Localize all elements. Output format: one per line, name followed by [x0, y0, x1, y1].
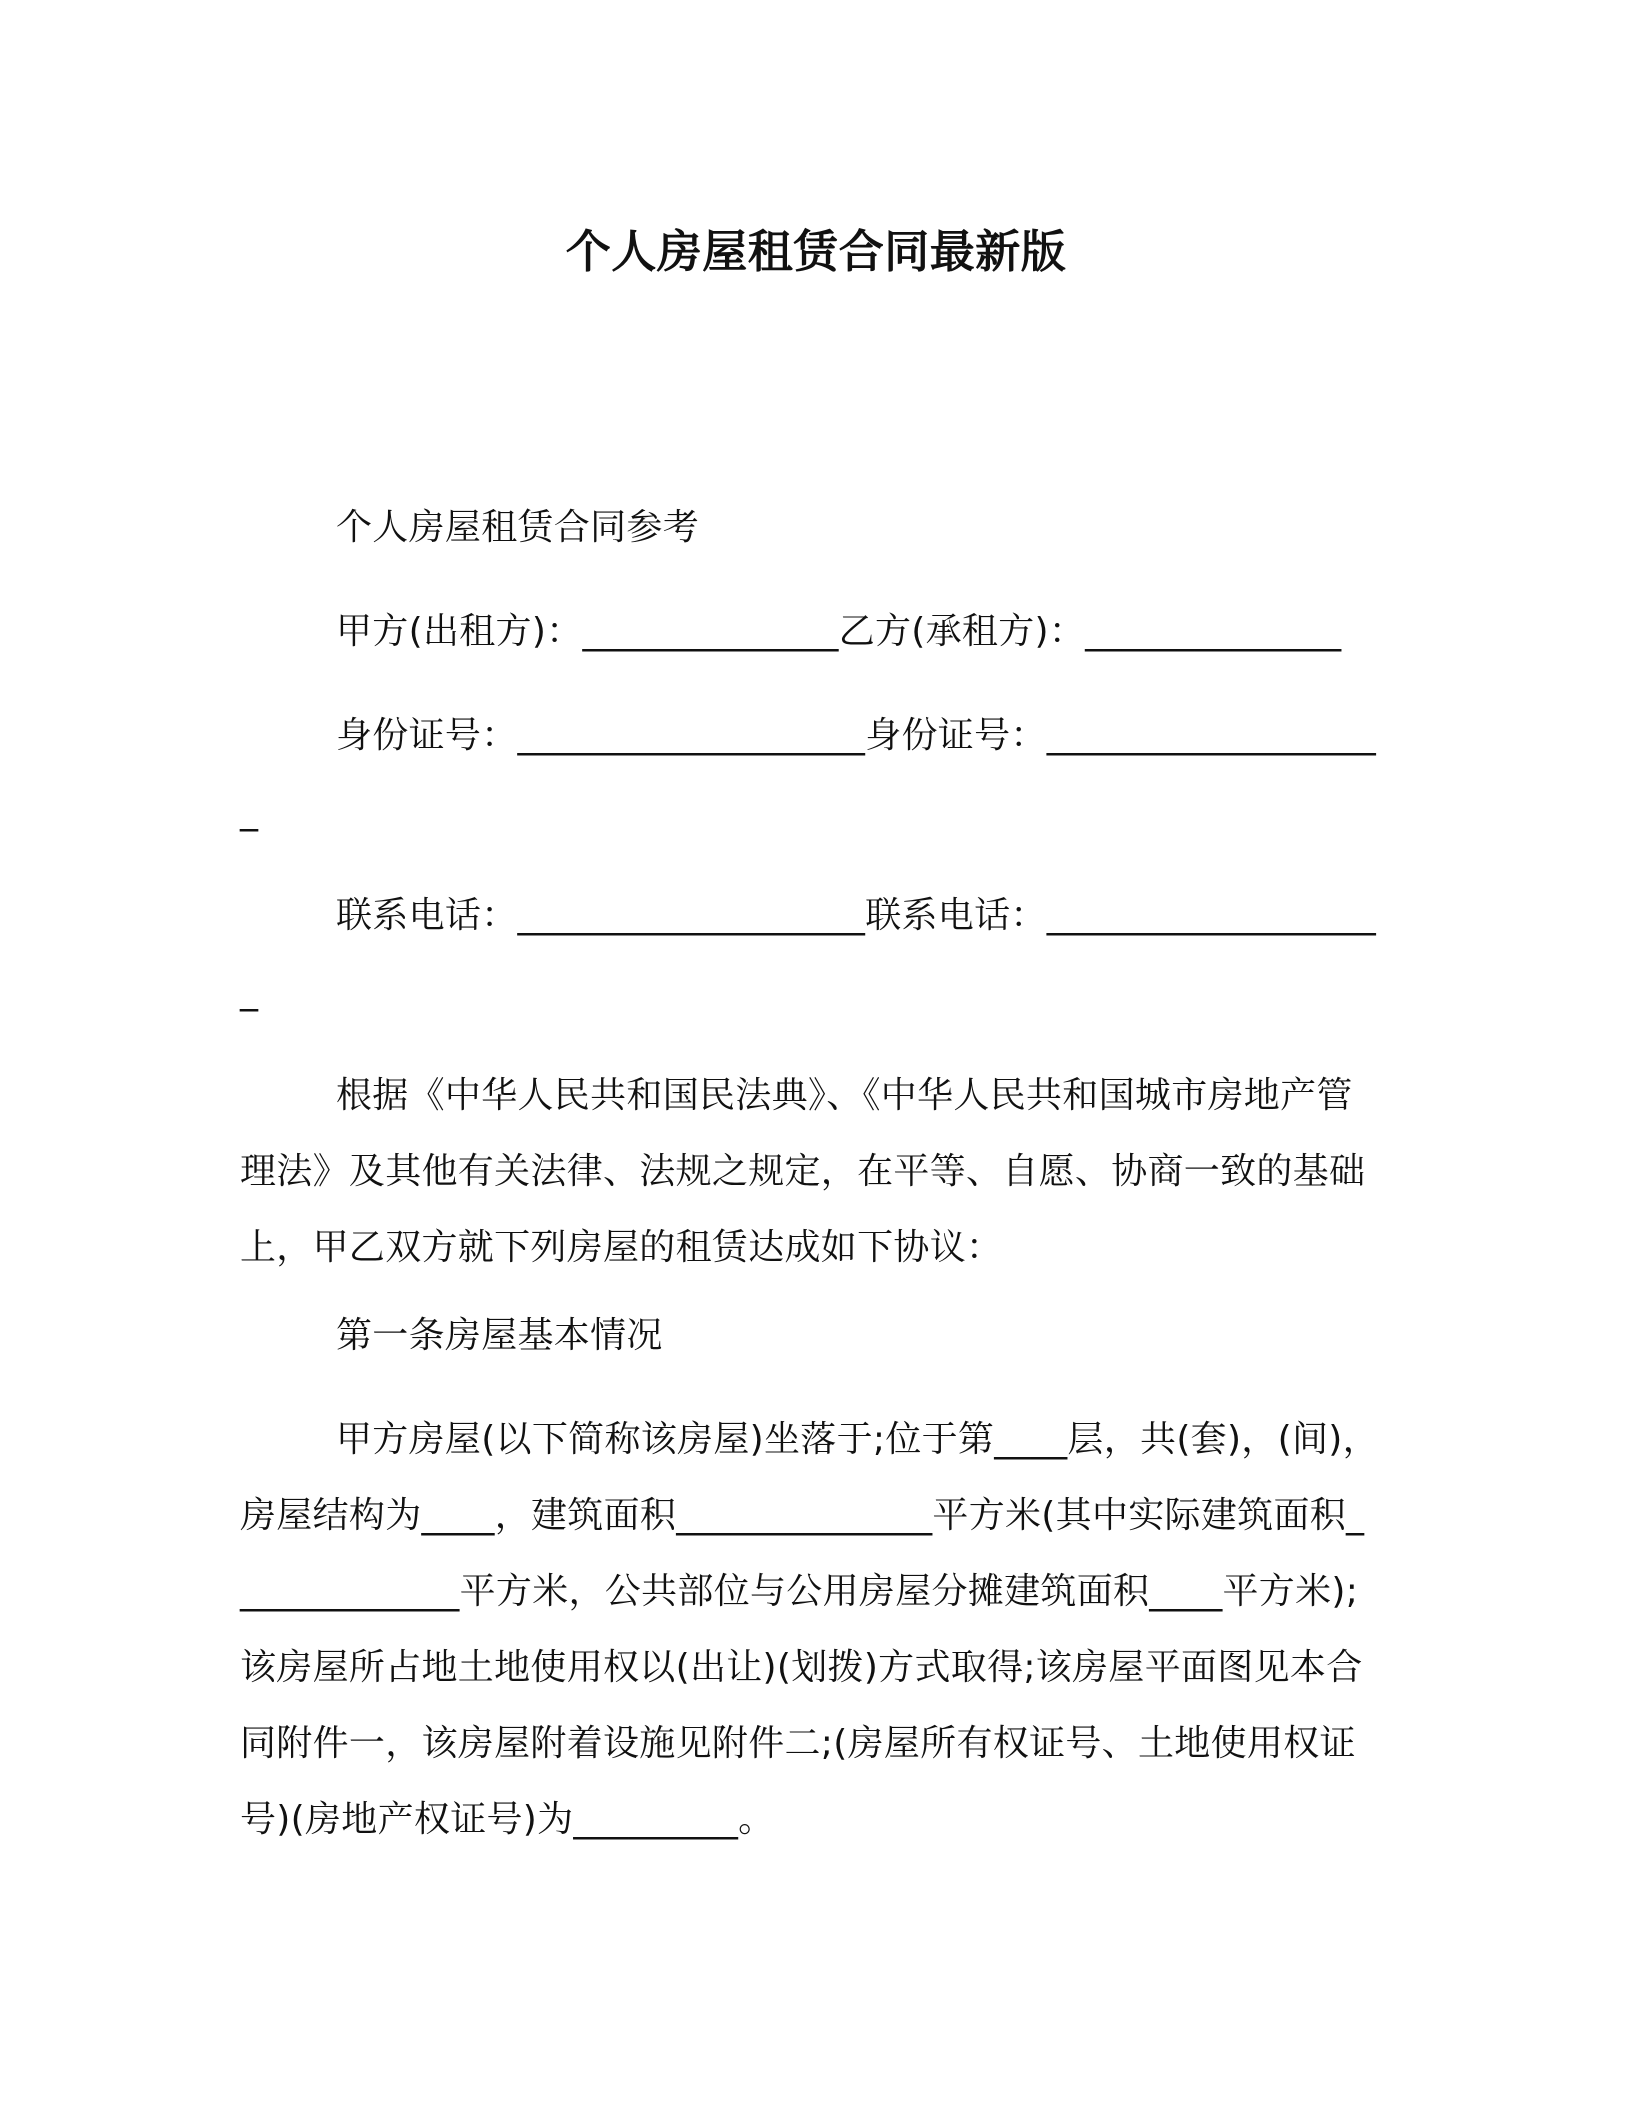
document-body — [240, 490, 1380, 1886]
phone-line: 联系电话：___________________联系电话：___________________ — [240, 895, 1377, 1012]
subtitle: 个人房屋租赁合同参考 — [336, 507, 700, 548]
parties-line: 甲方(出租方)：______________乙方(承租方)：______________ — [336, 611, 1342, 652]
article-1-body: 甲方房屋(以下简称该房屋)坐落于;位于第____层，共(套)，(间)，房屋结构为____，建筑面积______________平方米(其中实际建筑面积_____________平方米，公共部位与公用房屋分摊建筑面积____平方米);该房屋所占地土地使用权以(出让)(划拨)方式取得;该房屋平面图见本合同附件一，该房屋附着设施见附件二;(房屋所有权证号、土地使用权证号)(房地产权证号)为_________。 — [240, 1419, 1379, 1840]
document-title: 个人房屋租赁合同最新版 — [565, 225, 1067, 278]
id-number-line: 身份证号：___________________身份证号：___________________ — [240, 715, 1377, 832]
preamble-paragraph: 根据《中华人民共和国民法典》、《中华人民共和国城市房地产管理法》及其他有关法律、法规之规定，在平等、自愿、协商一致的基础上，甲乙双方就下列房屋的租赁达成如下协议： — [240, 1075, 1366, 1268]
article-1-heading: 第一条房屋基本情况 — [336, 1315, 663, 1356]
